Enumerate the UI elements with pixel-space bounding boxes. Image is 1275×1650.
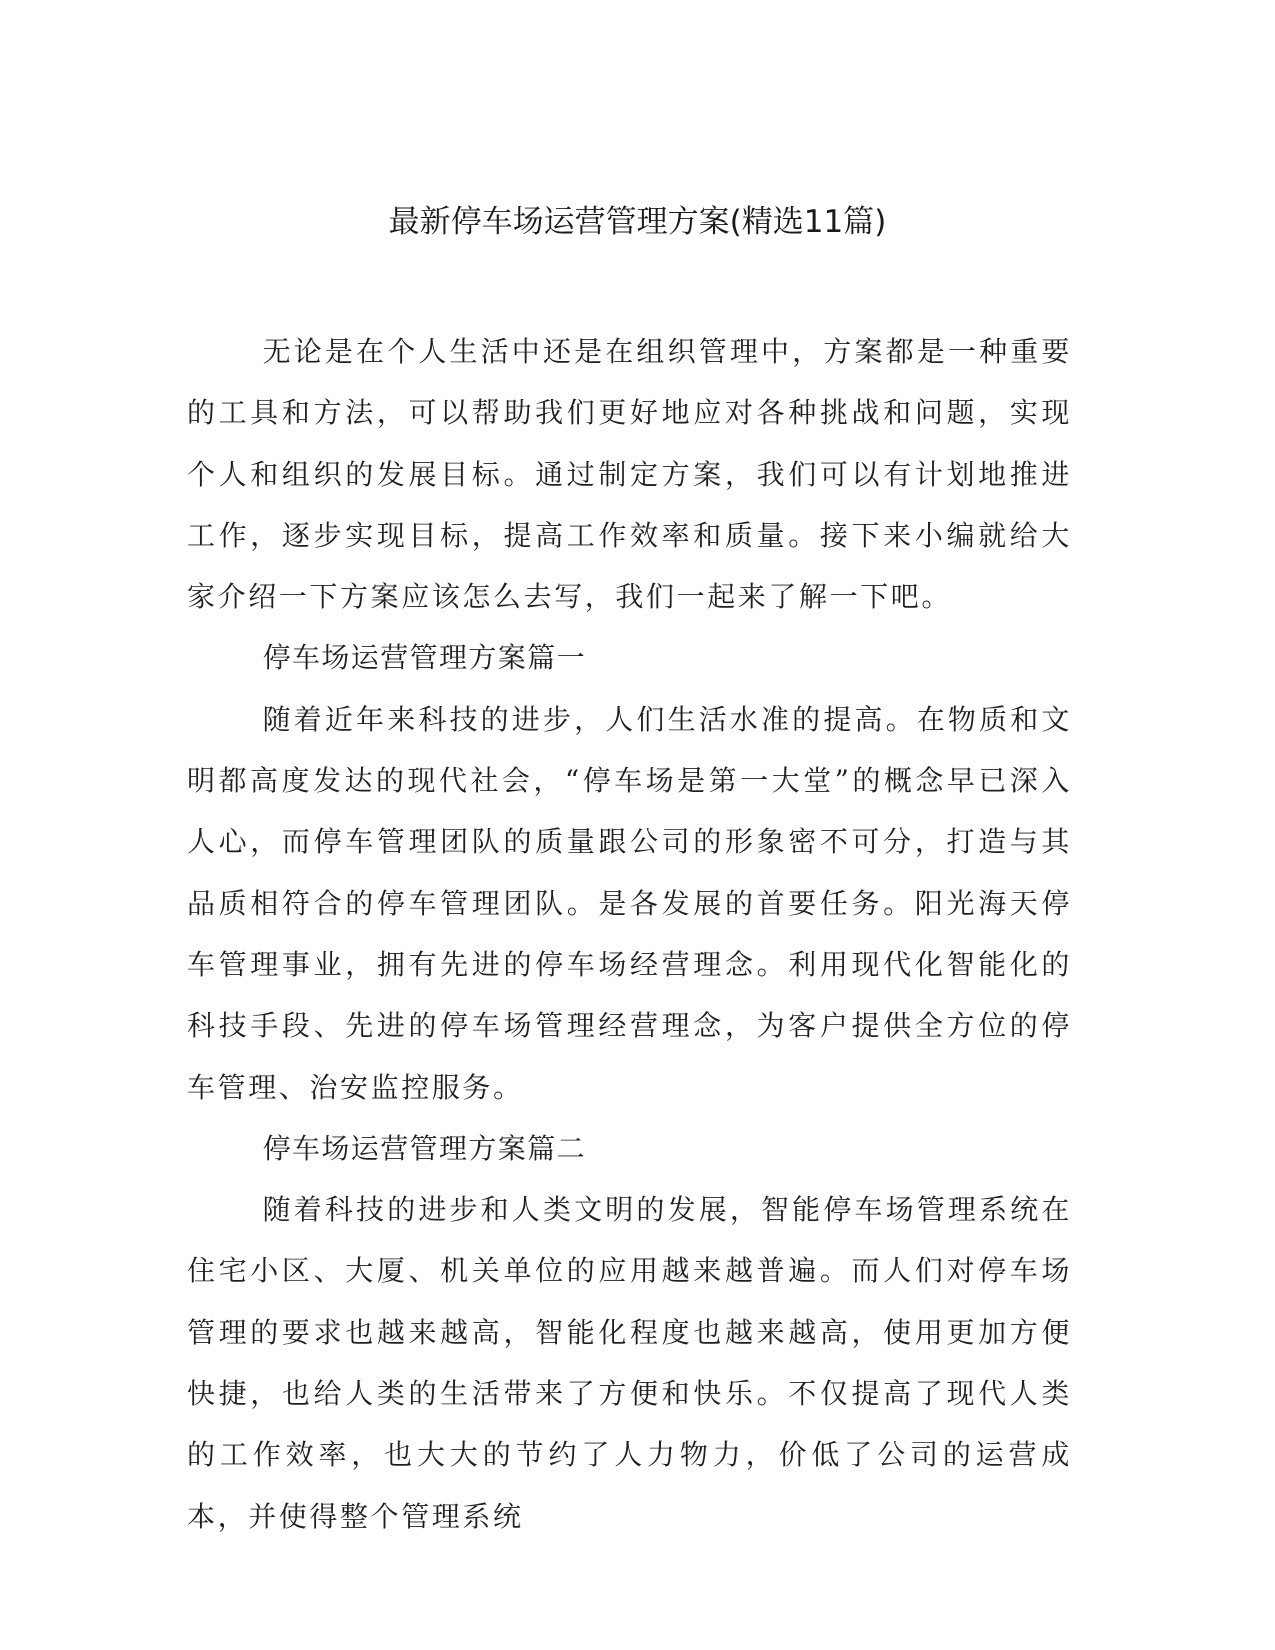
document-title: 最新停车场运营管理方案(精选11篇) [388, 204, 887, 240]
section-heading-1: 停车场运营管理方案篇一 [262, 641, 586, 675]
section-heading-2: 停车场运营管理方案篇二 [262, 1131, 586, 1165]
intro-paragraph: 无论是在个人生活中还是在组织管理中，方案都是一种重要的工具和方法，可以帮助我们更好地应对各种挑战和问题，实现个人和组织的发展目标。通过制定方案，我们可以有计划地推进工作，逐步实现目标，提高工作效率和质量。接下来小编就给大家介绍一下方案应该怎么去写，我们一起来了解一下吧。 [187, 335, 1072, 614]
document-body [187, 321, 1072, 1547]
section-paragraph-1: 随着近年来科技的进步，人们生活水准的提高。在物质和文明都高度发达的现代社会，“停车场是第一大堂”的概念早已深入人心，而停车管理团队的质量跟公司的形象密不可分，打造与其品质相符合的停车管理团队。是各发展的首要任务。阳光海天停车管理事业，拥有先进的停车场经营理念。利用现代化智能化的科技手段、先进的停车场管理经营理念，为客户提供全方位的停车管理、治安监控服务。 [187, 702, 1072, 1104]
section-paragraph-2: 随着科技的进步和人类文明的发展，智能停车场管理系统在住宅小区、大厦、机关单位的应用越来越普遍。而人们对停车场管理的要求也越来越高，智能化程度也越来越高，使用更加方便快捷，也给人类的生活带来了方便和快乐。不仅提高了现代人类的工作效率，也大大的节约了人力物力，价低了公司的运营成本，并使得整个管理系统 [187, 1193, 1072, 1533]
